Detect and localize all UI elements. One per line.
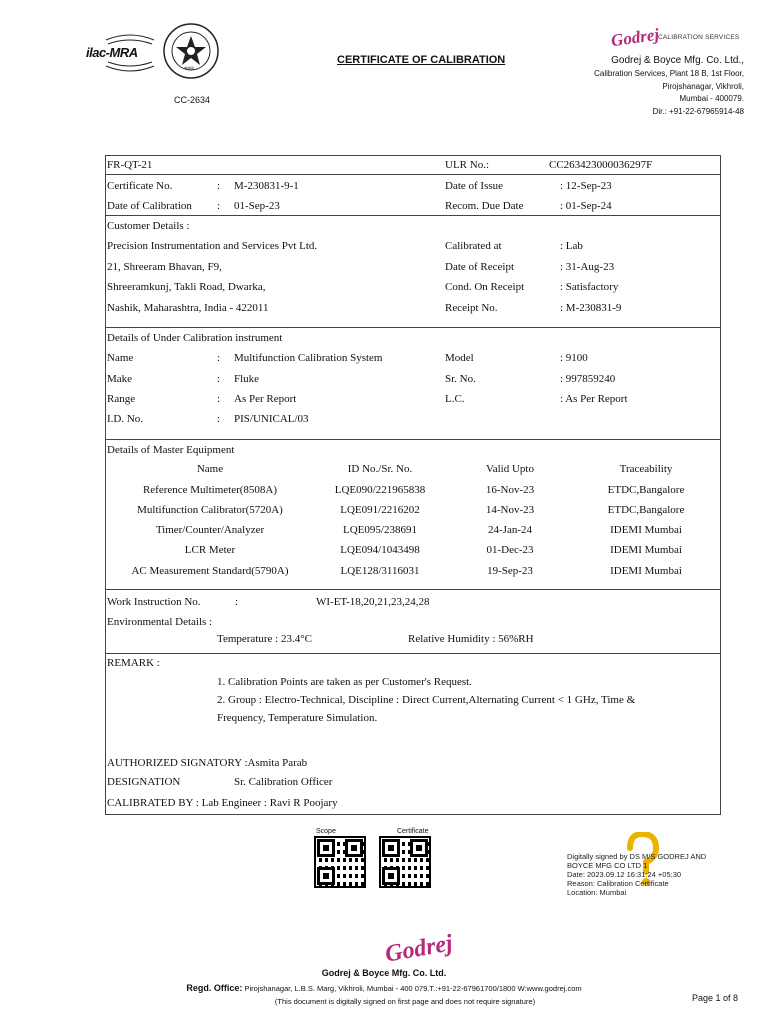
equipment-valid: 14-Nov-23 [485,504,535,516]
instrument-name-label: Name [107,352,134,364]
authorized-signatory: AUTHORIZED SIGNATORY :Asmita Parab [107,757,308,769]
colon: : [235,596,239,608]
colon: : [217,393,221,405]
receipt-no-label: Receipt No. [445,302,498,314]
digital-signature-block [567,852,706,897]
equipment-name: Timer/Counter/Analyzer [155,524,265,536]
due-value: : 01-Sep-24 [560,200,612,212]
receipt-date-value: : 31-Aug-23 [560,261,615,273]
equipment-id: LQE090/221965838 [334,484,426,496]
form-number: FR-QT-21 [107,159,153,171]
colon: : [217,352,221,364]
equipment-trace: IDEMI Mumbai [610,565,682,577]
phone-line: Dir.: +91-22-67965914-48 [652,106,744,116]
footer-company-name: Godrej & Boyce Mfg. Co. Ltd. [321,968,447,978]
certificate-qr-code[interactable] [379,836,431,888]
issue-label: Date of Issue [445,180,504,192]
godrej-brand-logo: Godrej [609,24,661,51]
instrument-name-value: Multifunction Calibration System [234,352,383,364]
ilac-mra-logo [86,28,160,78]
equipment-id: LQE095/238691 [343,524,417,536]
lc-value: : As Per Report [560,393,628,405]
ulr-value: CC263423000036297F [549,159,653,171]
address-line: Mumbai - 400079. [679,94,744,103]
master-col-trace: Traceability [619,463,673,475]
designation-value: Sr. Calibration Officer [234,776,333,788]
calibrated-by: CALIBRATED BY : Lab Engineer : Ravi R Poojary [107,797,338,809]
company-name: Godrej & Boyce Mfg. Co. Ltd., [611,55,744,66]
cc-number: CC-2634 [174,95,211,105]
footer-note: (This document is digitally signed on first page and does not require signature) [274,997,536,1006]
due-label: Recom. Due Date [445,200,524,212]
calib-date-label: Date of Calibration [107,200,192,212]
range-value: As Per Report [234,393,297,405]
cert-no-label: Certificate No. [107,180,173,192]
calibrated-at-label: Calibrated at [445,240,502,252]
model-label: Model [445,352,474,364]
cond-label: Cond. On Receipt [445,281,525,293]
work-instruction-label: Work Instruction No. [107,596,201,608]
scope-qr-code[interactable] [314,836,366,888]
master-col-id: ID No./Sr. No. [347,463,413,475]
equipment-name: LCR Meter [184,544,236,556]
regd-text: Pirojshanagar, L.B.S. Marg, Vikhroli, Mumbai - 400 079.T.:+91-22-67961700/1800 W:www.godrej.com [244,984,582,993]
customer-address: Shreeramkunj, Takli Road, Dwarka, [107,281,266,293]
equipment-valid: 16-Nov-23 [485,484,535,496]
signature-line: Date: 2023.09.12 16:31:24 +05:30 [567,870,682,879]
master-col-valid: Valid Upto [486,463,534,475]
signature-line: Digitally signed by DS M/S GODREJ AND [567,852,707,861]
customer-name: Precision Instrumentation and Services Pvt Ltd. [107,240,318,252]
scope-label: Scope [316,828,336,835]
master-col-name: Name [196,463,224,475]
equipment-name: Multifunction Calibrator(5720A) [137,504,283,516]
make-label: Make [107,373,133,385]
equipment-id: LQE094/1043498 [340,544,420,556]
footer-godrej-logo: Godrej [383,930,455,968]
calib-date-value: 01-Sep-23 [234,200,280,212]
company-address-block [594,54,744,118]
srno-value: : 997859240 [560,373,616,385]
address-line: Pirojshanagar, Vikhroli, [662,81,744,91]
issue-value: : 12-Sep-23 [560,180,612,192]
id-value: PIS/UNICAL/03 [234,413,309,425]
signature-line: BOYCE MFG CO LTD 1 [567,861,648,870]
customer-heading: Customer Details : [107,220,190,232]
equipment-name: Reference Multimeter(8508A) [142,484,278,496]
colon: : [217,200,221,212]
colon: : [217,373,221,385]
colon: : [217,180,221,192]
srno-label: Sr. No. [445,373,476,385]
customer-address: 21, Shreeram Bhavan, F9, [107,261,222,273]
instrument-heading: Details of Under Calibration instrument [107,332,283,344]
footer-regd-office [0,983,768,993]
page-number: Page 1 of 8 [692,993,739,1003]
seal-text: भारत [184,66,194,72]
remark-line: 2. Group : Electro-Technical, Discipline : Direct Current,Alternating Current < 1 GHz, Time & [217,694,636,706]
cond-value: : Satisfactory [560,281,619,293]
equipment-name: AC Measurement Standard(5790A) [131,565,289,577]
receipt-date-label: Date of Receipt [445,261,515,273]
regd-label: Regd. Office: [186,983,243,993]
remark-line: Frequency, Temperature Simulation. [217,712,378,724]
master-heading: Details of Master Equipment [107,444,235,456]
temperature: Temperature : 23.4°C [217,633,312,645]
customer-address: Nashik, Maharashtra, India - 422011 [107,302,269,314]
colon: : [217,413,221,425]
humidity: Relative Humidity : 56%RH [408,633,534,645]
nabl-seal-icon [162,22,220,80]
address-line: Calibration Services, Plant 18 B, 1st Floor, [594,69,744,78]
model-value: : 9100 [560,352,588,364]
environment-label: Environmental Details : [107,616,213,628]
remark-line: 1. Calibration Points are taken as per Customer's Request. [217,676,472,688]
equipment-valid: 01-Dec-23 [486,544,534,556]
equipment-id: LQE128/3116031 [340,565,420,577]
remark-heading: REMARK : [107,657,160,669]
equipment-trace: ETDC,Bangalore [607,484,685,496]
brand-tagline: CALIBRATION SERVICES [658,34,740,41]
id-label: I.D. No. [107,413,144,425]
receipt-no-value: : M-230831-9 [560,302,622,314]
make-value: Fluke [234,373,260,385]
lc-label: L.C. [445,393,465,405]
equipment-id: LQE091/2216202 [340,504,420,516]
designation-label: DESIGNATION [107,776,181,788]
ilac-mra-text: ilac-MRA [86,45,138,60]
work-instruction-value: WI-ET-18,20,21,23,24,28 [316,596,430,608]
certificate-title: CERTIFICATE OF CALIBRATION [337,54,506,66]
cert-no-value: M-230831-9-1 [234,180,299,192]
equipment-trace: IDEMI Mumbai [610,544,682,556]
equipment-trace: IDEMI Mumbai [610,524,682,536]
calibrated-at-value: : Lab [560,240,583,252]
ulr-label: ULR No.: [445,159,489,171]
equipment-trace: ETDC,Bangalore [607,504,685,516]
equipment-valid: 24-Jan-24 [488,524,532,536]
signature-line: Reason: Calibration Certificate [567,879,669,888]
certificate-qr-label: Certificate [397,828,429,835]
signature-line: Location: Mumbai [567,888,627,897]
range-label: Range [107,393,136,405]
equipment-valid: 19-Sep-23 [487,565,533,577]
